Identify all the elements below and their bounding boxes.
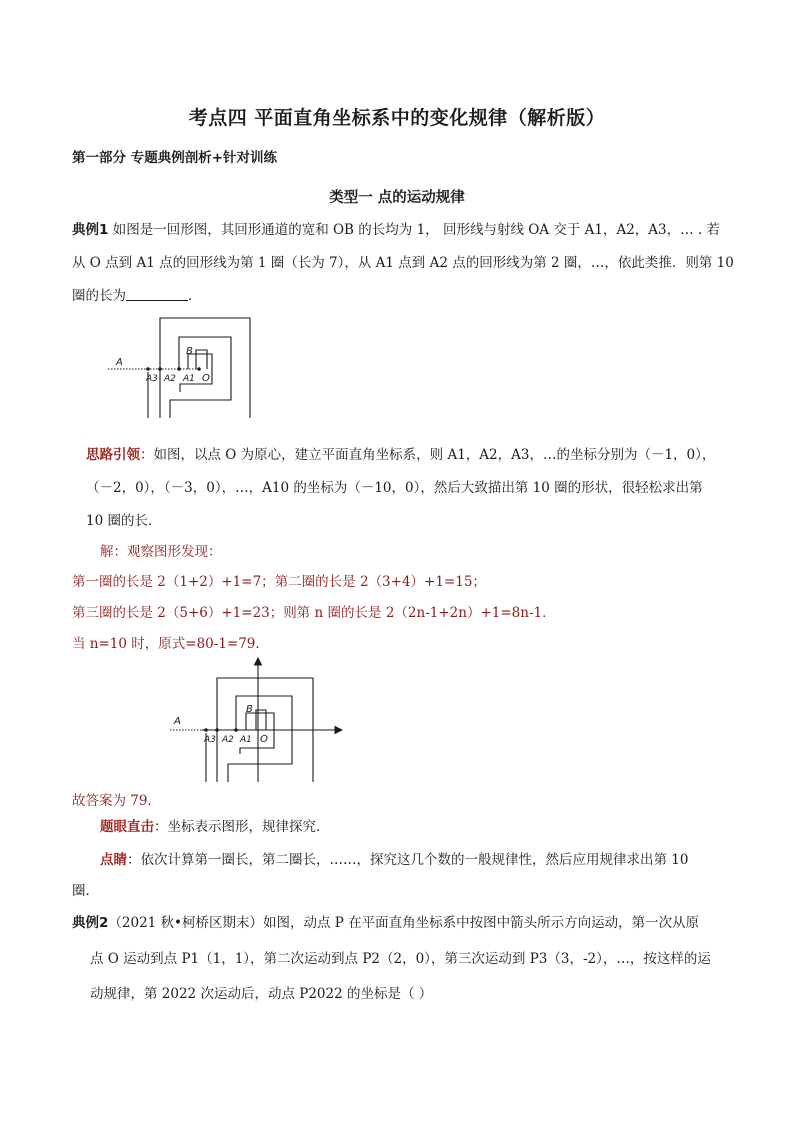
fig2-label-A3: A3 [204,735,216,745]
hint-text1: ：如图，以点 O 为原心，建立平面直角坐标系，则 A1，A2，A3，…的坐标分别为（－1，0）， [140,447,716,463]
fig2-A3-point [204,728,208,732]
answer-blank [126,288,188,301]
example1-line1 [72,218,720,238]
fig2-label-A1: A1 [240,735,252,745]
example1-text1: 如图是一回形图，其回形通道的宽和 OB 的长均为 1， 回形线与射线 OA 交于 A1，A2，A3，… . 若 [112,222,721,238]
label-A: A [116,357,123,368]
spiral-outer-loop [160,318,250,418]
solution-line3: 当 n=10 时，原式=80-1=79． [72,636,269,652]
fig2-A2-point [215,728,219,732]
solution-line2: 第三圈的长是 2（5+6）+1=23；则第 n 圈的长是 2（2n-1+2n）+1=8n-1． [72,605,556,621]
label-A1: A1 [183,374,195,384]
A1-point [177,367,181,371]
comment-line1 [100,848,688,868]
example2-line2: 点 O 运动到点 P1（1，1），第二次运动到点 P2（2，0），第三次运动到 P3（3，-2），…，按这样的运 [90,951,711,967]
label-B: B [186,346,193,357]
key-point-text: ：坐标表示图形，规律探究． [154,819,330,835]
section-heading: 类型一 点的运动规律 [329,190,465,206]
comment-text1: ：依次计算第一圈长，第二圈长，……，探究这几个数的一般规律性，然后应用规律求出第 10 [127,852,689,868]
part-heading: 第一部分 专题典例剖析+针对训练 [72,150,278,166]
example2-label: 典例2 [72,915,109,931]
example2-line1 [72,911,699,931]
A3-point [146,367,150,371]
fig2-A1-point [234,728,238,732]
hint-label: 思路引领 [86,447,140,463]
example1-text3-end: ． [188,288,202,304]
fig2-label-B: B [246,704,253,715]
label-A2: A2 [164,374,176,384]
comment-label: 点睛 [100,852,127,868]
key-point [100,815,330,835]
page-title: 考点四 平面直角坐标系中的变化规律（解析版） [188,107,606,129]
example1-line2: 从 O 点到 A1 点的回形线为第 1 圈（长为 7），从 A1 点到 A2 点的回形线为第 2 圈，…，依此类推．则第 10 [72,255,734,271]
comment-line2: 圈． [72,883,99,899]
hint-line3: 10 圈的长． [86,513,162,529]
solution-answer: 故答案为 79． [72,793,161,809]
fig2-inner-loop [240,713,274,754]
spiral-figure-2 [170,654,350,784]
example1-text3: 圈的长为 [72,288,126,304]
hint-line2: （－2，0），（－3，0），…，A10 的坐标为（－10，0），然后大致描出第 10 圈的形状，很轻松求出第 [86,480,703,496]
fig2-label-A2: A2 [222,735,234,745]
fig2-label-O: O [260,734,268,745]
O-point [197,367,201,371]
example1-label: 典例1 [72,222,109,238]
solution-intro: 解：观察图形发现： [100,544,222,560]
hint-line1 [86,443,715,463]
spiral-middle-loop [170,337,231,418]
solution-line1: 第一圈的长是 2（1+2）+1=7；第二圈的长是 2（3+4）+1=15； [72,574,486,590]
spiral-figure-1 [108,314,258,426]
example2-text1: （2021 秋•柯桥区期末）如图，动点 P 在平面直角坐标系中按图中箭头所示方向运动，第一次从原 [108,915,700,931]
key-point-label: 题眼直击 [100,819,154,835]
label-A3: A3 [146,374,158,384]
label-O: O [202,373,210,384]
spiral-center-loop [196,350,207,369]
fig2-label-A: A [174,716,181,727]
example2-line3: 动规律，第 2022 次运动后，动点 P2022 的坐标是（ ） [90,986,433,1002]
example1-line3 [72,284,202,304]
A2-point [158,367,162,371]
